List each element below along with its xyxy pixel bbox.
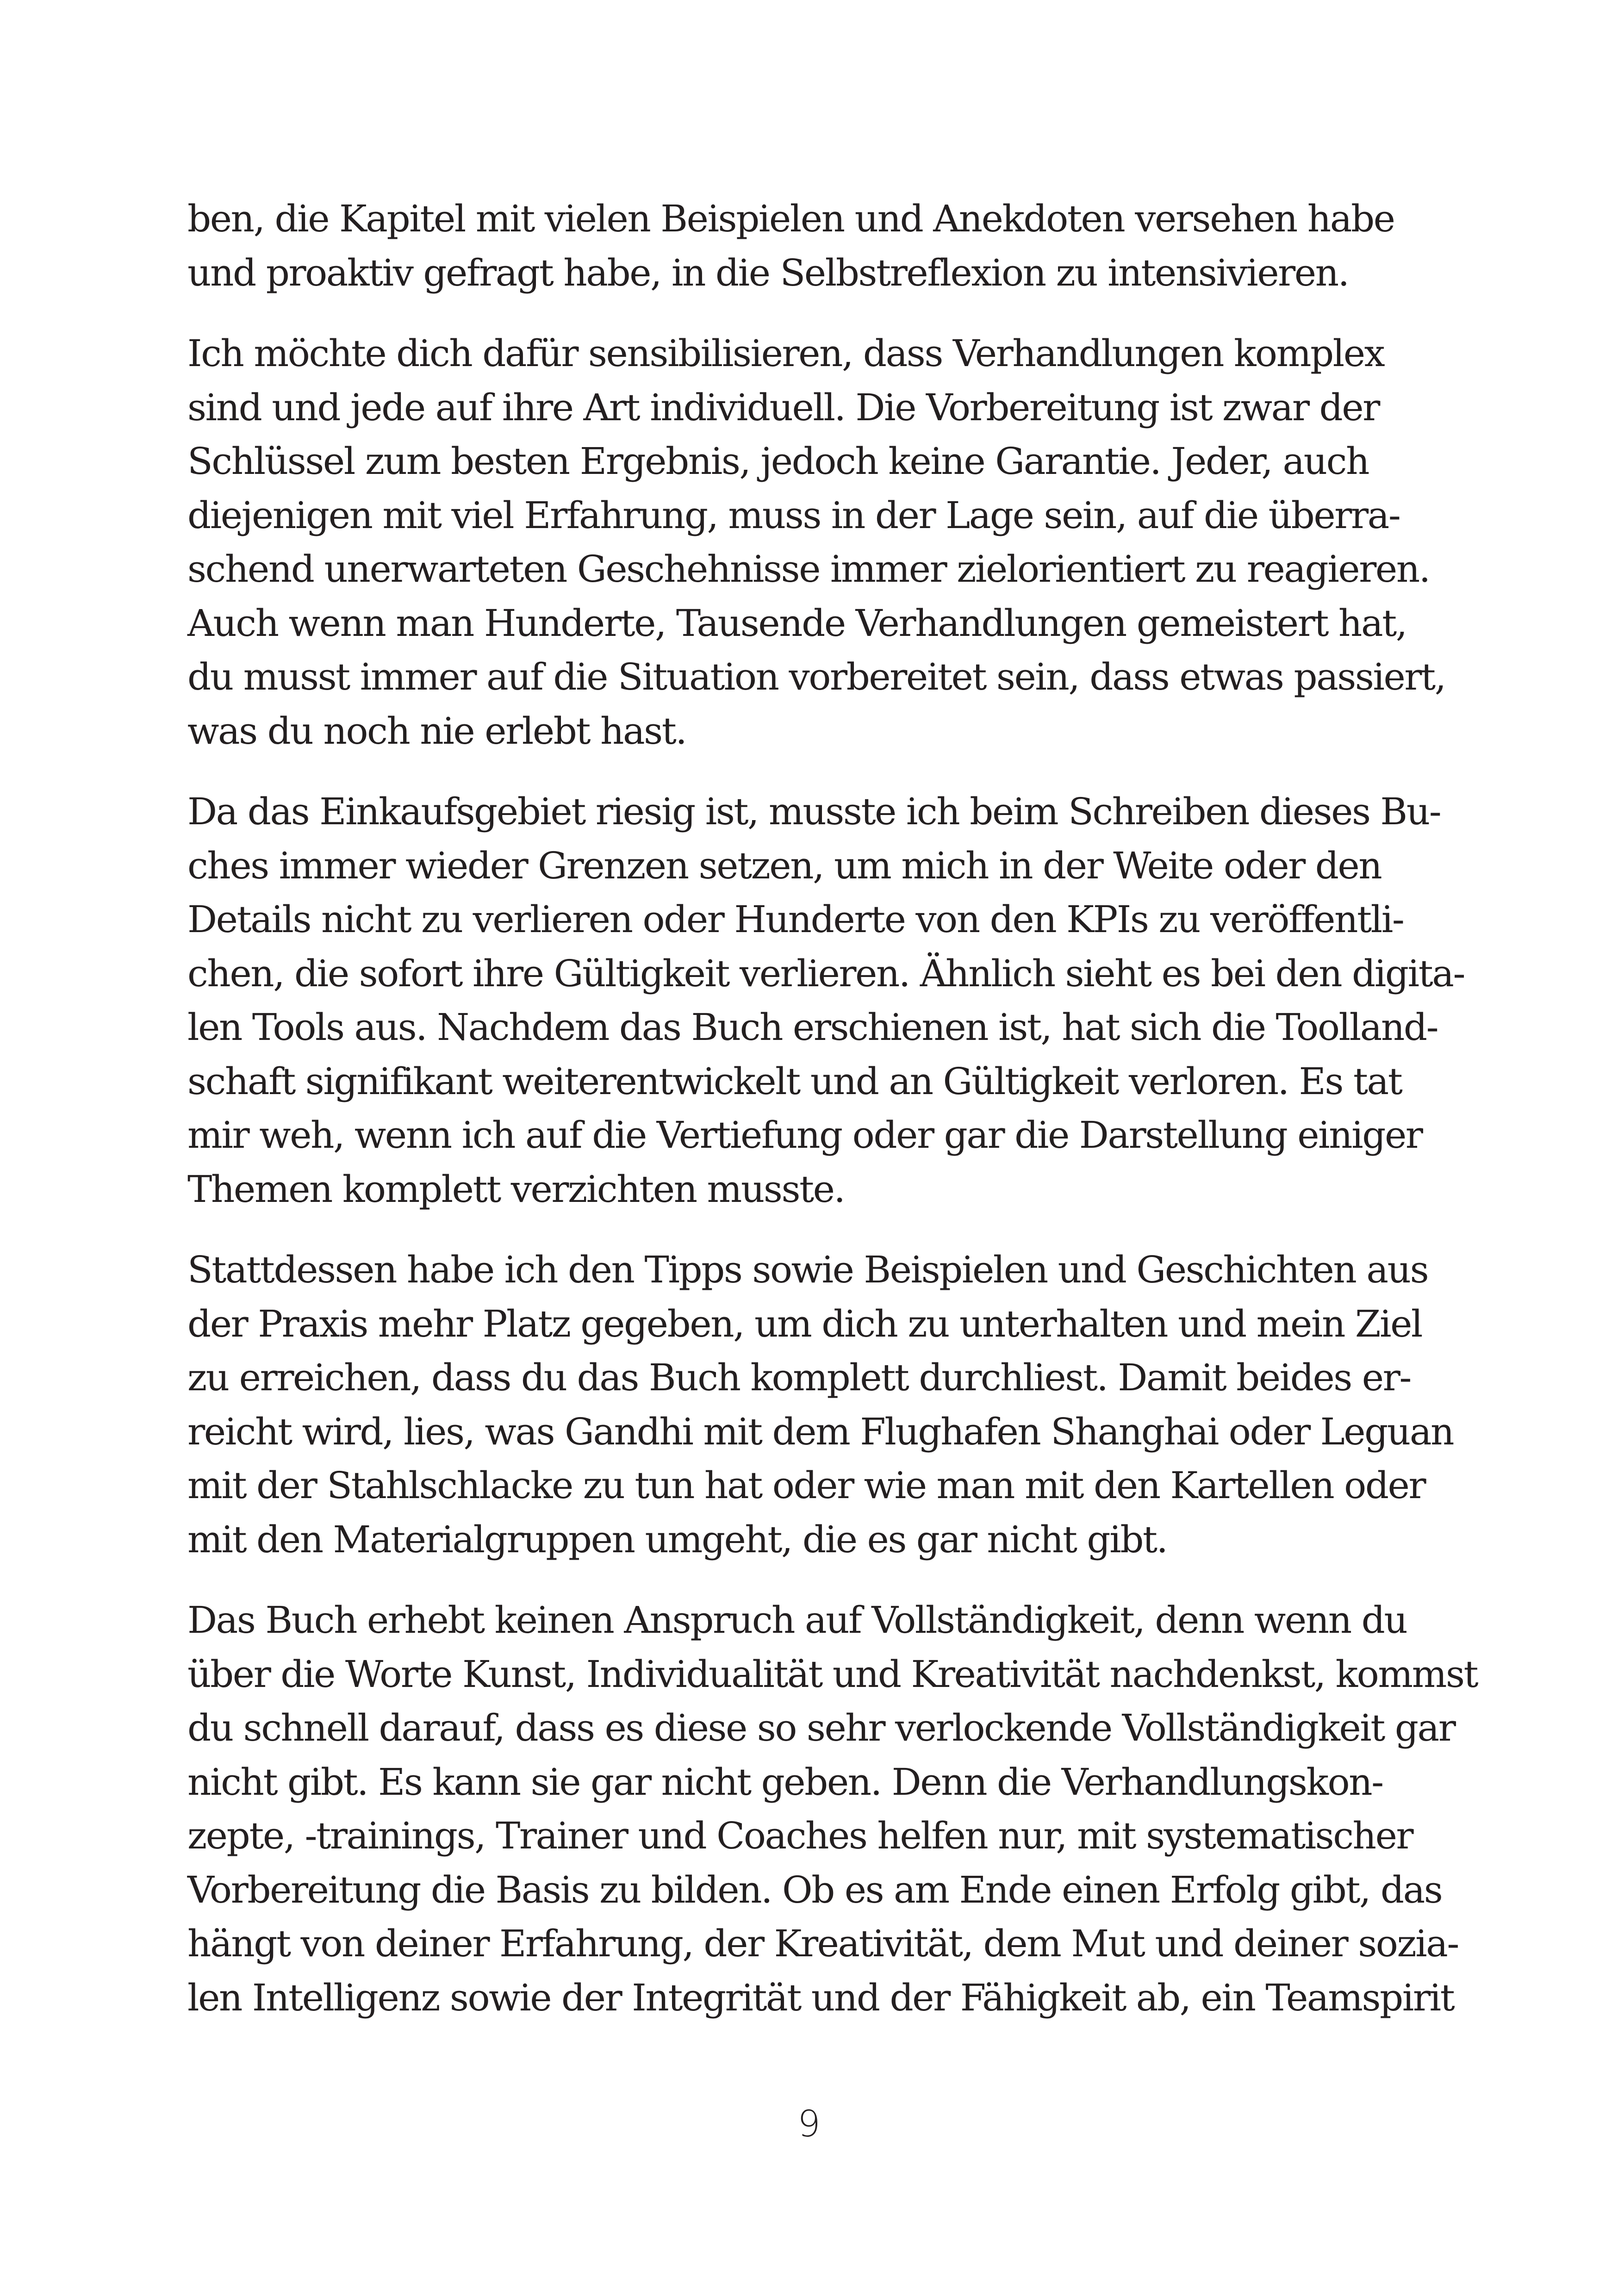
paragraph-3 xyxy=(187,785,1464,1216)
paragraph-4 xyxy=(187,1243,1454,1567)
page-number: 9 xyxy=(797,2103,821,2145)
text-line: und proaktiv gefragt habe, in die Selbstreflexion zu intensivieren. xyxy=(187,251,1349,294)
text-line: zu erreichen, dass du das Buch komplett durchliest. Damit beides er- xyxy=(187,1356,1411,1399)
text-line: du schnell darauf, dass es diese so sehr verlockende Vollständigkeit gar xyxy=(187,1706,1455,1749)
text-line: chen, die sofort ihre Gültigkeit verlieren. Ähnlich sieht es bei den digita- xyxy=(187,952,1464,995)
text-line: schaft signifikant weiterentwickelt und an Gültigkeit verloren. Es tat xyxy=(187,1059,1402,1103)
text-line: len Intelligenz sowie der Integrität und der Fähigkeit ab, ein Teamspirit xyxy=(187,1976,1454,2019)
text-line: mit der Stahlschlacke zu tun hat oder wie man mit den Kartellen oder xyxy=(187,1464,1425,1507)
text-line: Da das Einkaufsgebiet riesig ist, musste ich beim Schreiben dieses Bu- xyxy=(187,790,1441,833)
text-line: Themen komplett verzichten musste. xyxy=(187,1167,845,1211)
text-line: Das Buch erhebt keinen Anspruch auf Vollständigkeit, denn wenn du xyxy=(187,1599,1407,1642)
text-line: reicht wird, lies, was Gandhi mit dem Flughafen Shanghai oder Leguan xyxy=(187,1410,1454,1453)
body-text xyxy=(187,192,1478,2052)
text-line: ben, die Kapitel mit vielen Beispielen und Anekdoten versehen habe xyxy=(187,197,1394,240)
text-line: zepte, -trainings, Trainer und Coaches helfen nur, mit systematischer xyxy=(187,1814,1413,1857)
text-line: sind und jede auf ihre Art individuell. Die Vorbereitung ist zwar der xyxy=(187,386,1379,429)
paragraph-5 xyxy=(187,1593,1478,2025)
text-line: über die Worte Kunst, Individualität und Kreativität nachdenkst, kommst xyxy=(187,1652,1478,1696)
text-line: Auch wenn man Hunderte, Tausende Verhandlungen gemeistert hat, xyxy=(187,601,1406,645)
paragraph-1 xyxy=(187,192,1394,300)
text-line: Vorbereitung die Basis zu bilden. Ob es am Ende einen Erfolg gibt, das xyxy=(187,1868,1442,1911)
text-line: mit den Materialgruppen umgeht, die es gar nicht gibt. xyxy=(187,1518,1167,1561)
text-line: Schlüssel zum besten Ergebnis, jedoch keine Garantie. Jeder, auch xyxy=(187,440,1369,483)
text-line: du musst immer auf die Situation vorbereitet sein, dass etwas passiert, xyxy=(187,655,1445,698)
text-line: Stattdessen habe ich den Tipps sowie Beispielen und Geschichten aus xyxy=(187,1248,1428,1291)
text-line: len Tools aus. Nachdem das Buch erschienen ist, hat sich die Toolland- xyxy=(187,1006,1438,1049)
text-line: Details nicht zu verlieren oder Hunderte von den KPIs zu veröffentli- xyxy=(187,898,1404,941)
text-line: mir weh, wenn ich auf die Vertiefung oder gar die Darstellung einiger xyxy=(187,1114,1422,1157)
text-line: ches immer wieder Grenzen setzen, um mich in der Weite oder den xyxy=(187,844,1382,887)
text-line: der Praxis mehr Platz gegeben, um dich zu unterhalten und mein Ziel xyxy=(187,1302,1422,1345)
text-line: diejenigen mit viel Erfahrung, muss in der Lage sein, auf die überra- xyxy=(187,493,1400,537)
text-line: Ich möchte dich dafür sensibilisieren, dass Verhandlungen komplex xyxy=(187,332,1384,375)
text-line: schend unerwarteten Geschehnisse immer zielorientiert zu reagieren. xyxy=(187,548,1430,591)
text-line: hängt von deiner Erfahrung, der Kreativität, dem Mut und deiner sozia- xyxy=(187,1922,1458,1965)
text-line: nicht gibt. Es kann sie gar nicht geben. Denn die Verhandlungskon- xyxy=(187,1760,1383,1804)
text-line: was du noch nie erlebt hast. xyxy=(187,709,686,753)
paragraph-2 xyxy=(187,327,1445,758)
